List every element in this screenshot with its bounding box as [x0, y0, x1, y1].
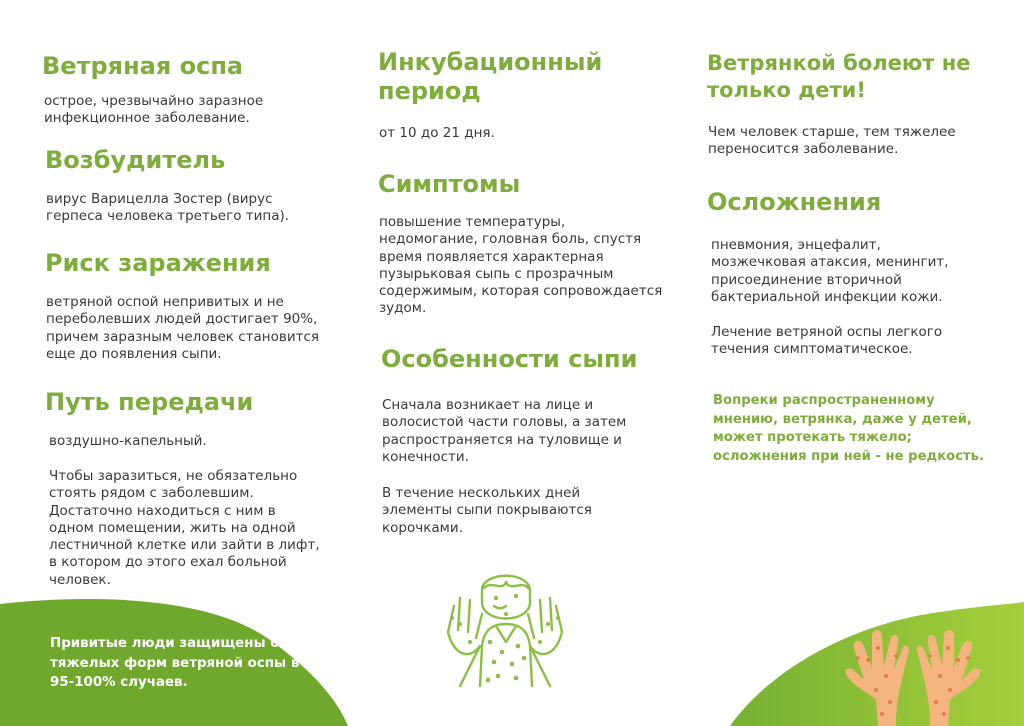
- symptoms-title: Симптомы: [378, 170, 521, 198]
- incubation-title: Инкубационный период: [378, 48, 603, 105]
- hands-with-rash-icon: [838, 628, 988, 726]
- transmission-title: Путь передачи: [45, 388, 254, 416]
- treatment-text: Лечение ветряной оспы легкого течения симптоматическое.: [711, 324, 943, 358]
- rash-title: Особенности сыпи: [381, 345, 638, 373]
- pathogen-text: вирус Варицелла Зостер (вирус герпеса человека третьего типа).: [46, 191, 290, 225]
- incubation-text: от 10 до 21 дня.: [379, 125, 495, 141]
- warning-text: Вопреки распространенному мнению, ветрянка, даже у детей, может протекать тяжело; осложнения при ней - не редкость.: [713, 393, 985, 464]
- transmission-text-2: Чтобы заразиться, не обязательно стоять рядом с заболевшим. Достаточно находиться с ним в одном помещении, жить на одной лестничной клетке или зайти в лифт, в котором до этого ехал больной человек.: [49, 468, 320, 588]
- adults-text: Чем человек старше, тем тяжелее переносится заболевание.: [708, 124, 956, 158]
- risk-text: ветряной оспой непривитых и не переболевших людей достигает 90%, причем заразным человек становится еще до появления сыпи.: [46, 294, 320, 362]
- rash-text-1: Сначала возникает на лице и волосистой части головы, а затем распространяется на туловище и конечности.: [382, 397, 627, 465]
- chickenpox-text: острое, чрезвычайно заразное инфекционное заболевание.: [44, 93, 264, 127]
- rash-text-2: В течение нескольких дней элементы сыпи покрываются корочками.: [382, 485, 592, 536]
- symptoms-text: повышение температуры, недомогание, головная боль, спустя время появляется характерная пузырьковая сыпь с прозрачным содержимым, которая сопровождается зудом.: [379, 214, 663, 317]
- adults-title: Ветрянкой болеют не только дети!: [707, 51, 971, 102]
- complications-text: пневмония, энцефалит, мозжечковая атаксия, менингит, присоединение вторичной бактериальной инфекции кожи.: [711, 237, 949, 305]
- child-with-rash-icon: [440, 562, 570, 690]
- risk-title: Риск заражения: [45, 249, 271, 277]
- complications-title: Осложнения: [707, 188, 882, 216]
- pathogen-title: Возбудитель: [45, 146, 226, 174]
- transmission-text-1: воздушно-капельный.: [49, 433, 207, 449]
- chickenpox-title: Ветряная оспа: [42, 52, 244, 80]
- vaccine-note: Привитые люди защищены от тяжелых форм ветряной оспы в 95-100% случаев.: [50, 636, 300, 690]
